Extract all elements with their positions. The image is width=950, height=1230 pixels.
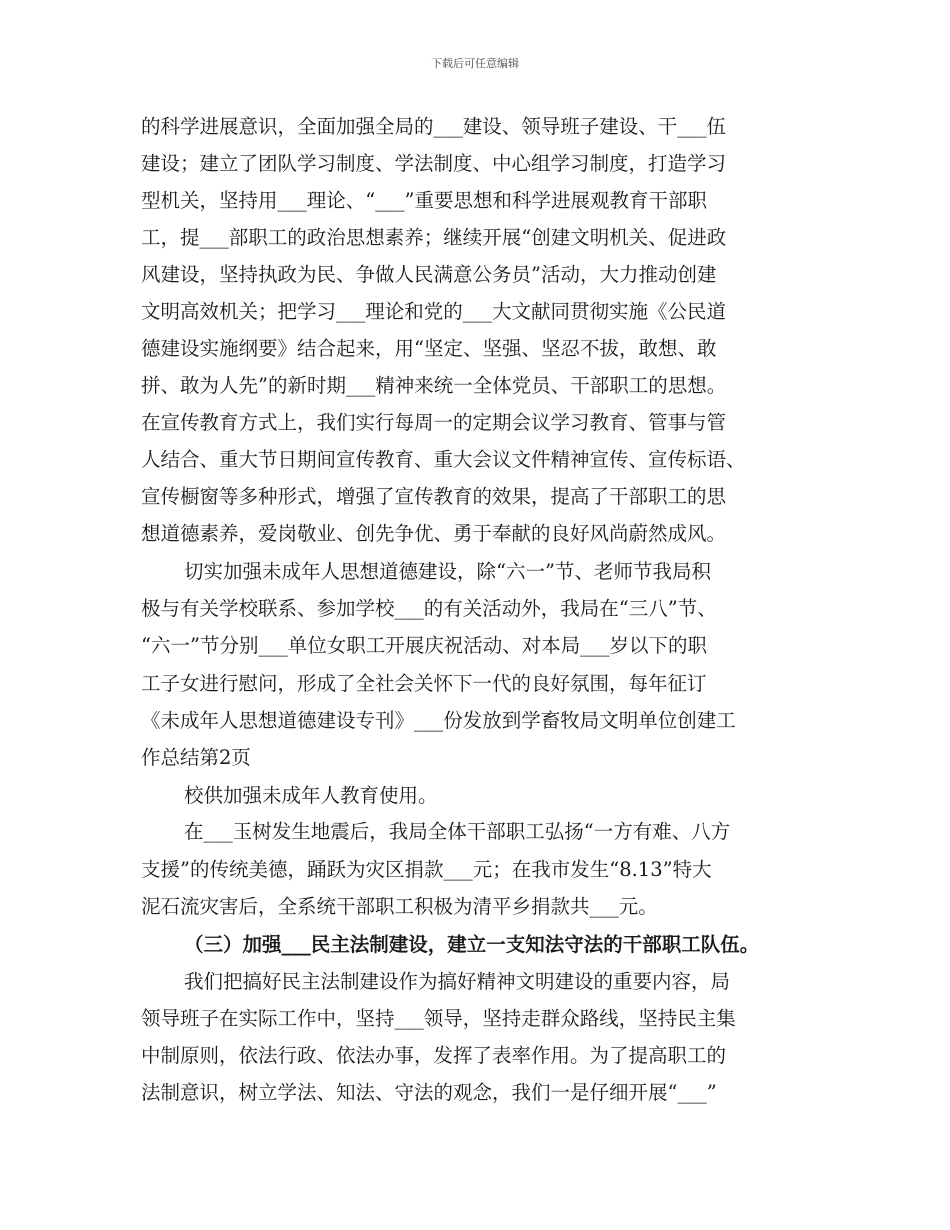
text-line: “六一”节分别___单位女职工开展庆祝活动、对本局___岁以下的职 <box>141 634 707 657</box>
text-line: 文明高效机关；把学习___理论和党的___大文献同贯彻实施《公民道 <box>141 300 727 323</box>
text-line: 风建设，坚持执政为民、争做人民满意公务员”活动，大力推动创建 <box>141 263 717 286</box>
text-line: 德建设实施纲要》结合起来，用“坚定、坚强、坚忍不拔，敢想、敢 <box>141 337 717 360</box>
text-line: 工，提___部职工的政治思想素养；继续开展“创建文明机关、促进政 <box>141 226 727 249</box>
text-line: 《未成年人思想道德建设专刊》___份发放到学畜牧局文明单位创建工 <box>141 709 736 732</box>
text-line: 切实加强未成年人思想道德建设，除“六一”节、老师节我局积 <box>184 560 711 583</box>
text-line: 法制意识，树立学法、知法、守法的观念，我们一是仔细开展“___” <box>141 1081 717 1104</box>
text-line: 拼、敢为人先”的新时期___精神来统一全体党员、干部职工的思想。 <box>141 374 727 397</box>
text-line: 工子女进行慰问，形成了全社会关怀下一代的良好氛围，每年征订 <box>141 672 707 695</box>
text-line: 在宣传教育方式上，我们实行每周一的定期会议学习教育、管事与管 <box>141 411 727 434</box>
text-line: 的科学进展意识，全面加强全局的___建设、领导班子建设、干___伍 <box>141 115 727 138</box>
page-header: 下载后可任意编辑 <box>431 57 519 70</box>
section-heading: （三）加强___民主法制建设，建立一支知法守法的干部职工队伍。 <box>184 933 760 956</box>
text-line: 我们把搞好民主法制建设作为搞好精神文明建设的重要内容，局 <box>184 970 731 993</box>
text-line: 支援”的传统美德，踊跃为灾区捐款___元；在我市发生“8.13”特大 <box>141 858 712 881</box>
text-line: 校供加强未成年人教育使用。 <box>184 784 438 807</box>
text-line: 型机关，坚持用___理论、“___”重要思想和科学进展观教育干部职 <box>141 189 707 212</box>
text-line: 宣传橱窗等多种形式，增强了宣传教育的效果，提高了干部职工的思 <box>141 485 727 508</box>
text-line: 中制原则，依法行政、依法办事，发挥了表率作用。为了提高职工的 <box>141 1044 727 1067</box>
text-line: 极与有关学校联系、参加学校___的有关活动外，我局在“三八”节、 <box>141 597 717 620</box>
text-line: 在___玉树发生地震后，我局全体干部职工弘扬“一方有难、八方 <box>184 820 731 843</box>
text-line: 泥石流灾害后，全系统干部职工积极为清平乡捐款共___元。 <box>141 895 658 918</box>
text-line: 想道德素养，爱岗敬业、创先争优、勇于奉献的良好风尚蔚然成风。 <box>141 522 727 545</box>
text-line: 人结合、重大节日期间宣传教育、重大会议文件精神宣传、宣传标语、 <box>141 448 746 471</box>
text-line: 领导班子在实际工作中，坚持___领导，坚持走群众路线，坚持民主集 <box>141 1007 736 1030</box>
text-line: 建设；建立了团队学习制度、学法制度、中心组学习制度，打造学习 <box>141 152 727 175</box>
text-line: 作总结第2页 <box>141 746 251 769</box>
